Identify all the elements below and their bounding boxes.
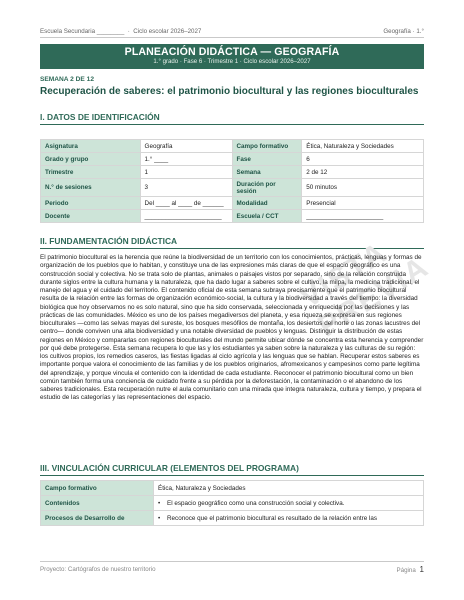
field-label: Periodo [41, 197, 141, 210]
field-value [154, 496, 424, 511]
field-label: Semana [232, 166, 302, 179]
field-value: 1.° ____ [140, 153, 232, 166]
fundamentacion-paragraph: El patrimonio biocultural es la herencia que reúne la biodiversidad de un territorio con los conocimientos, prácticas, lenguas y formas de organización de los pueblos que lo habitan, y constituye una de las expresiones más claras de que el espacio geográfico es una construcción social y colectiva. No se trata solo de plantas, animales o paisajes vistos por separado, sino de la relación construida durante siglos entre la cultura humana y la naturaleza, que ha dado lugar a saberes sobre el cultivo, la milpa, la medicina tradicional, el manejo del agua y el cuidado del territorio. El contenido oficial de esta semana subraya precisamente que el patrimonio biocultural resulta de la relación entre las formas de organización económico-social, la cultura y la biodiversidad a través del tiempo: la diversidad biológica que hoy observamos no es solo natural, sino que ha sido conservada, seleccionada y enriquecida por las decisiones y las prácticas de las comunidades. México es uno de los países megadiversos del planeta, y esa riqueza se expresa en sus regiones bioculturales —como las selvas mayas del sureste, los bosques mesófilos de montaña, los desiertos del norte o las zonas lacustres del centro— donde conviven una alta biodiversidad y una notable diversidad de pueblos y lenguas. Distinguir la distribución de estas regiones en México y compararlas con regiones bioculturales del mundo permite ubicar dónde se concentra esta herencia y comprender por qué debe protegerse. Esta semana recupera lo que las y los estudiantes ya saben sobre la naturaleza y las culturas de su región: los cultivos propios, los remedios caseros, las fiestas ligadas al ciclo agrícola y las lenguas que se hablan. Recuperar estos saberes es importante porque valora el conocimiento de las familias y de los pueblos originarios, afromexicanos y campesinos como parte legítima del aprendizaje, y porque vincula el contenido con la identidad de cada estudiante. Reconocer el patrimonio biocultural como un bien común también forma una conciencia de cuidado frente a su pérdida por la deforestación, la contaminación o el abandono de los saberes tradicionales. Esta recuperación nutre el aula comunitario con una mirada que integra naturaleza, cultura y tiempo, y prepara el estudio de las categorías y las representaciones del espacio. [40, 254, 424, 402]
field-value [154, 511, 424, 526]
field-value: 6 [302, 153, 424, 166]
banner-title: PLANEACIÓN DIDÁCTICA — GEOGRAFÍA [124, 46, 340, 58]
field-label: Contenidos [41, 496, 154, 511]
header-separator: · [127, 27, 130, 35]
field-label: Asignatura [41, 140, 141, 153]
banner-subtitle: 1.° grado · Fase 6 · Trimestre 1 · Ciclo escolar 2026–2027 [153, 58, 311, 65]
field-label: Fase [232, 153, 302, 166]
field-label: Trimestre [41, 166, 141, 179]
field-value: ______________________ [140, 210, 232, 223]
page-number: 1 [419, 564, 424, 574]
field-text: El espacio geográfico como una construcción social y colectiva. [167, 499, 345, 507]
field-label: N.° de sesiones [41, 179, 141, 197]
section-heading-vinculacion: III. VINCULACIÓN CURRICULAR (ELEMENTOS DEL PROGRAMA) [40, 463, 424, 476]
field-text: Ética, Naturaleza y Sociedades [158, 484, 246, 492]
field-label: Campo formativo [41, 481, 154, 496]
table-row [41, 511, 424, 526]
bullet-icon: • [158, 499, 161, 507]
field-label: Duración por sesión [232, 179, 302, 197]
field-value: Del ____ al ____ de ______ [140, 197, 232, 210]
field-value: 2 de 12 [302, 166, 424, 179]
lesson-title: Recuperación de saberes: el patrimonio biocultural y las regiones bioculturales [40, 86, 419, 97]
section-heading-fundamentacion: II. FUNDAMENTACIÓN DIDÁCTICA [40, 236, 424, 249]
table-row [41, 140, 424, 153]
field-label: Modalidad [232, 197, 302, 210]
header-divider [40, 37, 424, 38]
table-row [41, 197, 424, 210]
page-indicator [397, 565, 424, 574]
school-name: Escuela Secundaria ________ [40, 27, 125, 35]
field-label: Procesos de Desarrollo de [41, 511, 154, 526]
table-row [41, 179, 424, 197]
field-value: ______________________ [302, 210, 424, 223]
title-banner [40, 44, 424, 69]
field-label: Docente [41, 210, 141, 223]
field-value: 50 minutos [302, 179, 424, 197]
table-row [41, 166, 424, 179]
field-value: Presencial [302, 197, 424, 210]
field-text: Reconoce que el patrimonio biocultural es resultado de la relación entre las [167, 514, 378, 522]
running-header [40, 26, 424, 36]
school-cycle: Ciclo escolar 2026–2027 [133, 27, 202, 35]
footer-project: Proyecto: Cartógrafos de nuestro territorio [40, 565, 156, 573]
field-label: Campo formativo [232, 140, 302, 153]
table-row [41, 153, 424, 166]
field-label: Grado y grupo [41, 153, 141, 166]
field-value: Geografía [140, 140, 232, 153]
identification-table [40, 139, 424, 223]
table-row [41, 481, 424, 496]
table-row [41, 496, 424, 511]
week-label: SEMANA 2 DE 12 [40, 76, 94, 83]
section-heading-identification: I. DATOS DE IDENTIFICACIÓN [40, 112, 424, 125]
field-value [154, 481, 424, 496]
field-value: 1 [140, 166, 232, 179]
header-left [40, 28, 201, 35]
table-row [41, 210, 424, 223]
header-right: Geografía · 1.° [383, 27, 424, 35]
preview-watermark: VISTA PREVIA [294, 236, 435, 344]
bullet-icon: • [158, 514, 161, 522]
field-value: 3 [140, 179, 232, 197]
footer-divider [40, 561, 424, 562]
running-footer [40, 564, 424, 574]
page-label: Página [396, 566, 416, 574]
field-value: Ética, Naturaleza y Sociedades [302, 140, 424, 153]
field-label: Escuela / CCT [232, 210, 302, 223]
curricular-table [40, 480, 424, 526]
